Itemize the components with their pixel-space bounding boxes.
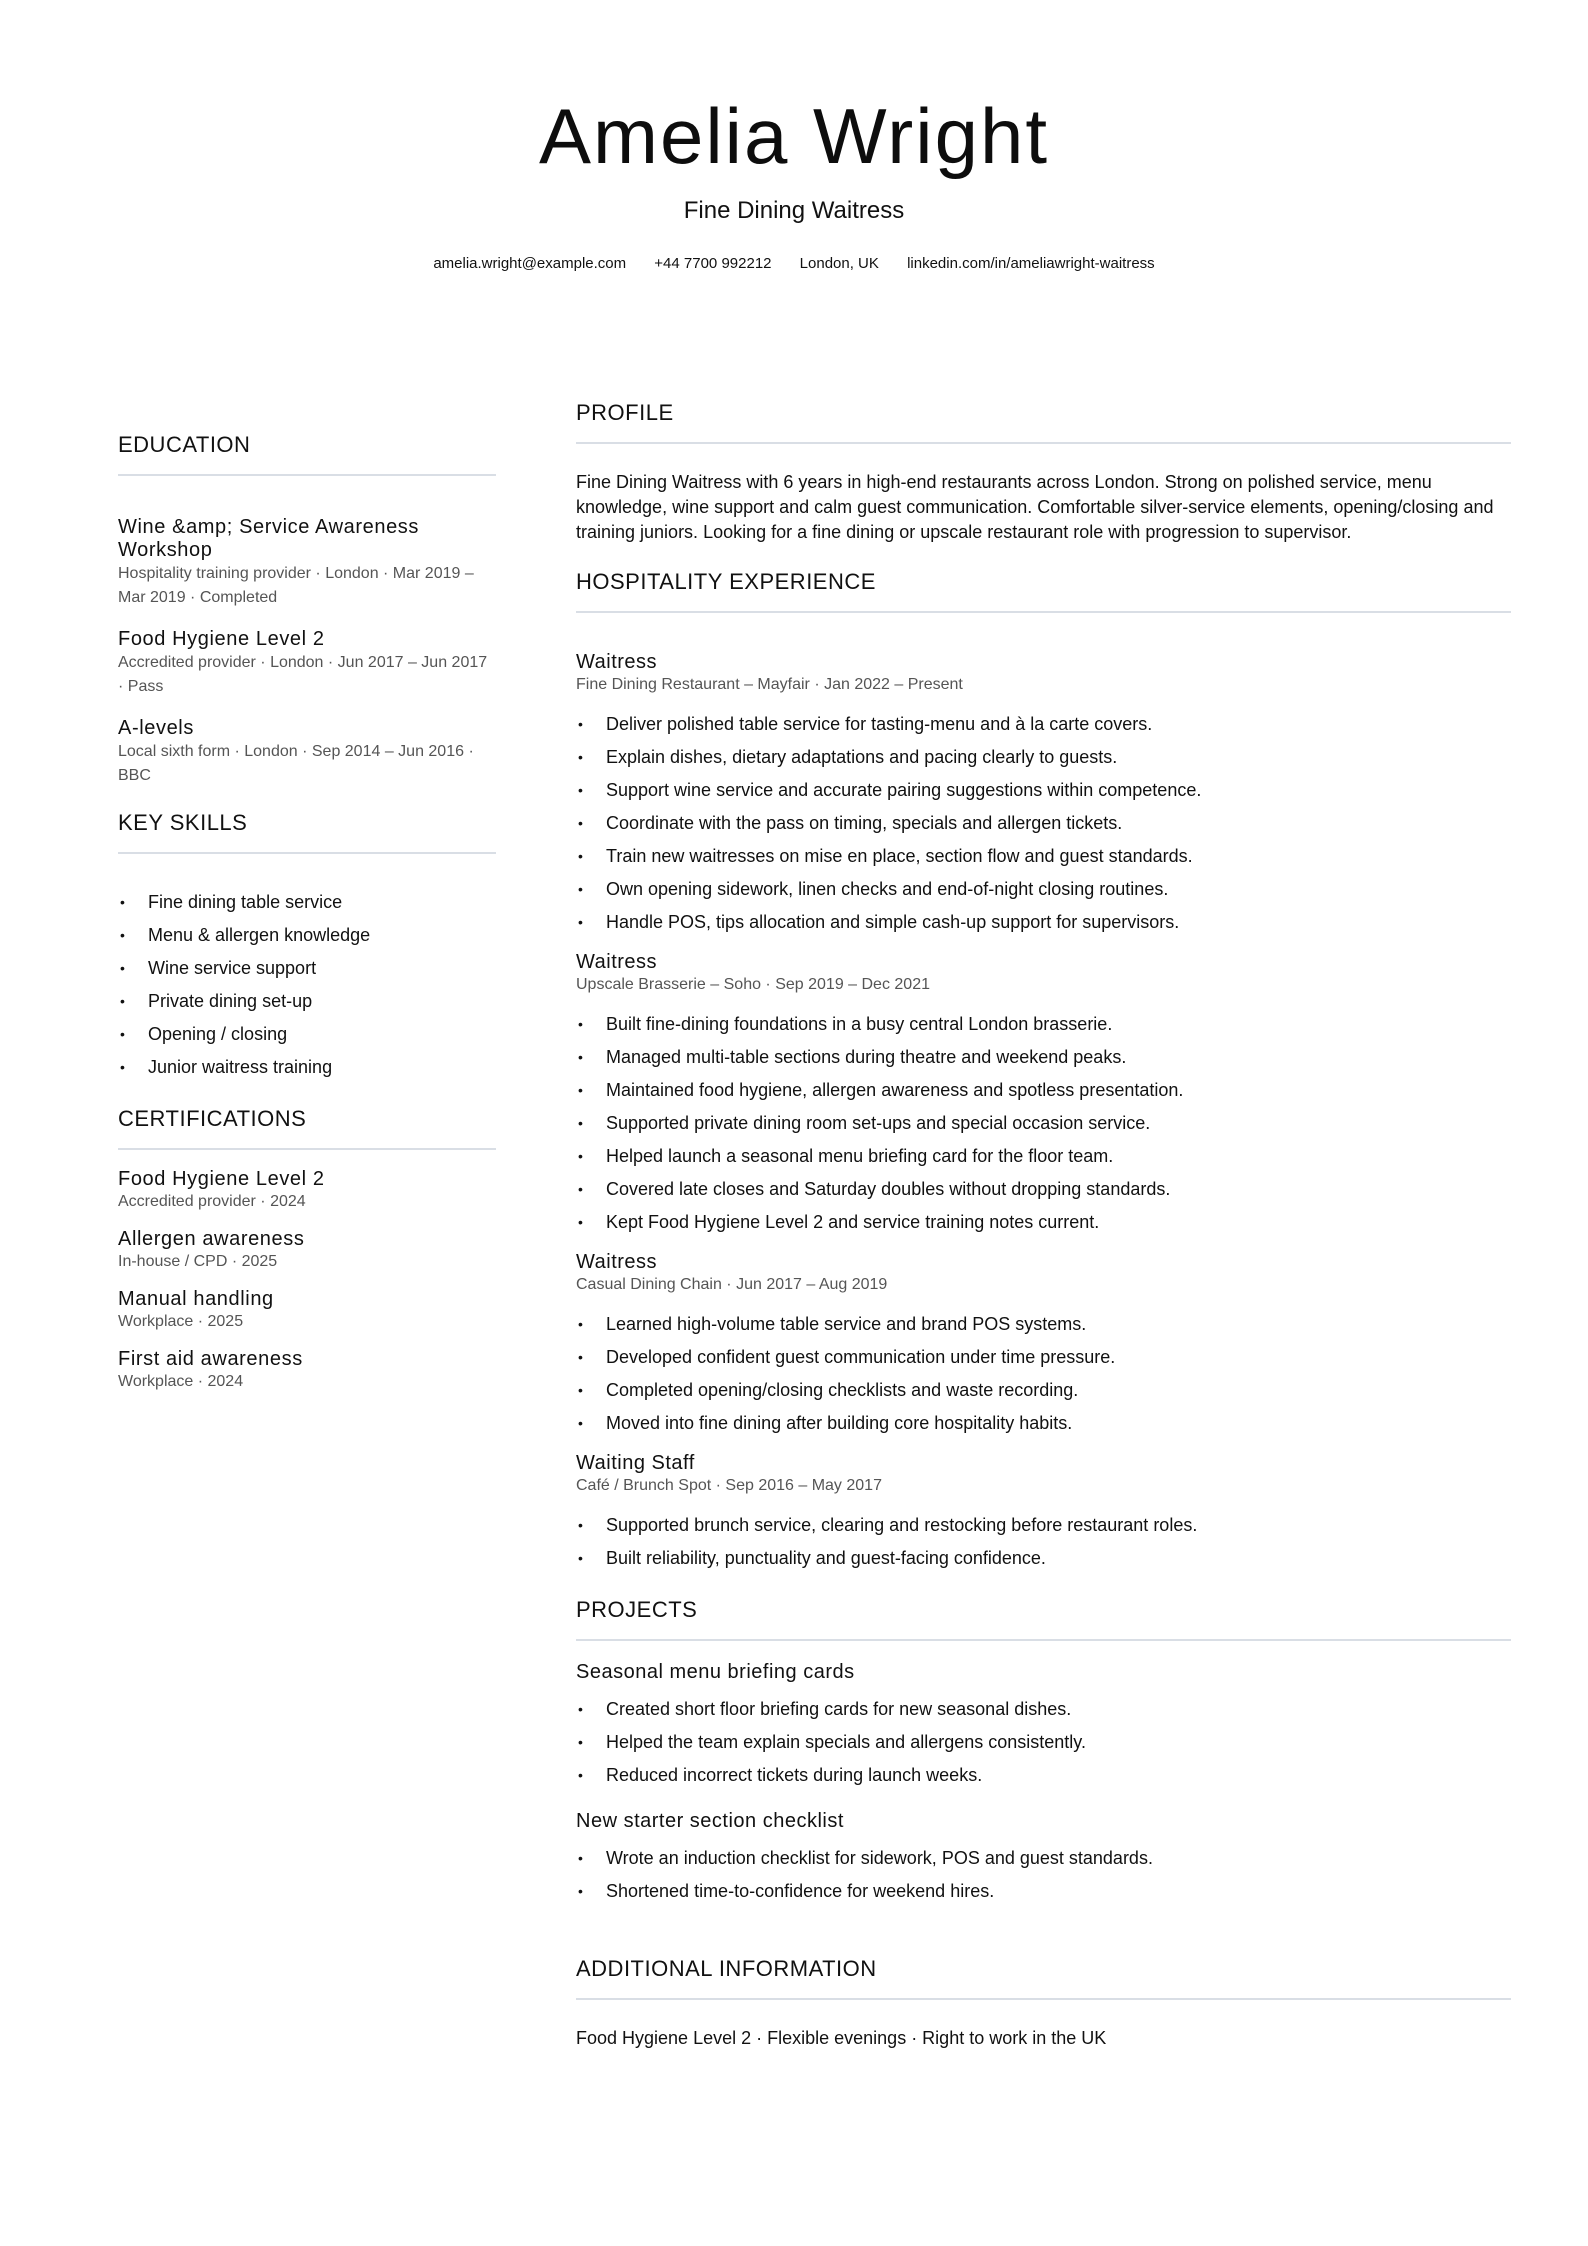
job-bullet: • Developed confident guest communication under time pressure. [576,1341,1511,1374]
left-column [118,430,496,1408]
project-title: Seasonal menu briefing cards [576,1661,855,1683]
certification-title: First aid awareness [118,1348,303,1370]
certification-title: Allergen awareness [118,1228,305,1250]
candidate-title: Fine Dining Waitress [683,197,905,224]
job-bullet: • Completed opening/closing checklists and waste recording. [576,1374,1511,1407]
education-item [118,717,496,788]
additional-heading: ADDITIONAL INFORMATION [576,1956,877,1981]
project-entry [576,1659,1511,1808]
skill-item: • Wine service support [118,952,496,985]
job-bullets [576,1509,1511,1575]
education-meta: Hospitality training provider · London · Mar 2019 – Mar 2019 · Completed [118,565,474,606]
certification-item [118,1228,496,1272]
project-title: New starter section checklist [576,1810,844,1832]
job-bullets [576,708,1511,939]
job-bullet: • Explain dishes, dietary adaptations and pacing clearly to guests. [576,741,1511,774]
education-title: Wine &amp; Service Awareness Workshop [118,516,419,561]
education-item [118,628,496,699]
project-bullet: • Reduced incorrect tickets during launch weeks. [576,1759,1511,1792]
job-bullet: • Support wine service and accurate pairing suggestions within competence. [576,774,1511,807]
candidate-name: Amelia Wright [538,92,1050,180]
education-section [118,430,496,788]
job-bullets [576,1308,1511,1440]
education-meta: Local sixth form · London · Sep 2014 – Jun 2016 · BBC [118,743,474,784]
job-meta: Café / Brunch Spot · Sep 2016 – May 2017 [576,1477,882,1494]
profile-summary: Fine Dining Waitress with 6 years in high-end restaurants across London. Strong on polished service, menu knowledge, wine support and calm guest communication. Comfortable silver-service elements, opening/closing and training juniors. Looking for a fine dining or upscale restaurant role with progression to supervisor. [576,472,1494,542]
job-entry [576,1452,1511,1595]
contact-phone[interactable]: +44 7700 992212 [654,255,772,272]
profile-section [576,398,1511,567]
skills-list [118,886,496,1084]
skills-section [118,808,496,1104]
job-bullet: • Train new waitresses on mise en place, section flow and guest standards. [576,840,1511,873]
job-bullet: • Built fine-dining foundations in a busy central London brasserie. [576,1008,1511,1041]
job-bullet: • Helped launch a seasonal menu briefing card for the floor team. [576,1140,1511,1173]
job-entry [576,1251,1511,1452]
job-entry [576,651,1511,951]
job-entry [576,951,1511,1251]
job-bullet: • Covered late closes and Saturday doubles without dropping standards. [576,1173,1511,1206]
experience-heading: HOSPITALITY EXPERIENCE [576,569,876,594]
skills-heading: KEY SKILLS [118,810,248,835]
job-bullet: • Supported brunch service, clearing and restocking before restaurant roles. [576,1509,1511,1542]
education-meta: Accredited provider · London · Jun 2017 – Jun 2017 · Pass [118,654,488,695]
skill-item: • Opening / closing [118,1018,496,1051]
contact-linkedin[interactable]: linkedin.com/in/ameliawright-waitress [907,255,1155,272]
job-bullet: • Maintained food hygiene, allergen awareness and spotless presentation. [576,1074,1511,1107]
skill-item: • Fine dining table service [118,886,496,919]
contact-line [0,254,1588,274]
certification-item [118,1168,496,1212]
projects-heading: PROJECTS [576,1597,698,1622]
experience-section [576,567,1511,1595]
education-title: Food Hygiene Level 2 [118,628,325,650]
certification-meta: Workplace · 2025 [118,1313,244,1330]
project-bullet: • Helped the team explain specials and allergens consistently. [576,1726,1511,1759]
projects-section [576,1595,1511,1954]
certification-meta: In-house / CPD · 2025 [118,1253,278,1270]
right-column [576,398,1511,2050]
contact-email[interactable]: amelia.wright@example.com [433,255,627,272]
skill-item: • Menu & allergen knowledge [118,919,496,952]
job-bullet: • Managed multi-table sections during theatre and weekend peaks. [576,1041,1511,1074]
job-bullet: • Deliver polished table service for tasting-menu and à la carte covers. [576,708,1511,741]
project-bullet: • Wrote an induction checklist for sidework, POS and guest standards. [576,1842,1511,1875]
certifications-section [118,1104,496,1392]
job-bullets [576,1008,1511,1239]
education-item [118,516,496,610]
job-meta: Upscale Brasserie – Soho · Sep 2019 – Dec 2021 [576,976,930,993]
skill-item: • Private dining set-up [118,985,496,1018]
certification-item [118,1288,496,1332]
project-bullet: • Shortened time-to-confidence for weekend hires. [576,1875,1511,1908]
job-bullet: • Moved into fine dining after building core hospitality habits. [576,1407,1511,1440]
additional-info: Food Hygiene Level 2 · Flexible evenings · Right to work in the UK [576,2028,1107,2048]
certification-meta: Workplace · 2024 [118,1373,244,1390]
project-entry [576,1808,1511,1954]
job-bullet: • Kept Food Hygiene Level 2 and service training notes current. [576,1206,1511,1239]
job-bullet: • Supported private dining room set-ups and special occasion service. [576,1107,1511,1140]
job-title: Waitress [576,951,658,973]
job-title: Waitress [576,1251,658,1273]
certification-title: Food Hygiene Level 2 [118,1168,325,1190]
job-title: Waitress [576,651,658,673]
profile-heading: PROFILE [576,400,674,425]
contact-location: London, UK [799,255,879,272]
job-bullet: • Coordinate with the pass on timing, specials and allergen tickets. [576,807,1511,840]
job-meta: Fine Dining Restaurant – Mayfair · Jan 2022 – Present [576,676,963,693]
certification-item [118,1348,496,1392]
job-title: Waiting Staff [576,1452,695,1474]
job-bullet: • Learned high-volume table service and brand POS systems. [576,1308,1511,1341]
education-title: A-levels [118,717,194,739]
project-bullet: • Created short floor briefing cards for new seasonal dishes. [576,1693,1511,1726]
project-bullets [576,1693,1511,1792]
additional-section [576,1954,1511,2050]
education-heading: EDUCATION [118,432,251,457]
job-meta: Casual Dining Chain · Jun 2017 – Aug 2019 [576,1276,888,1293]
job-bullet: • Own opening sidework, linen checks and end-of-night closing routines. [576,873,1511,906]
job-bullet: • Handle POS, tips allocation and simple cash-up support for supervisors. [576,906,1511,939]
project-bullets [576,1842,1511,1908]
certification-title: Manual handling [118,1288,274,1310]
skill-item: • Junior waitress training [118,1051,496,1084]
job-bullet: • Built reliability, punctuality and guest-facing confidence. [576,1542,1511,1575]
certification-meta: Accredited provider · 2024 [118,1193,306,1210]
certifications-heading: CERTIFICATIONS [118,1106,307,1131]
